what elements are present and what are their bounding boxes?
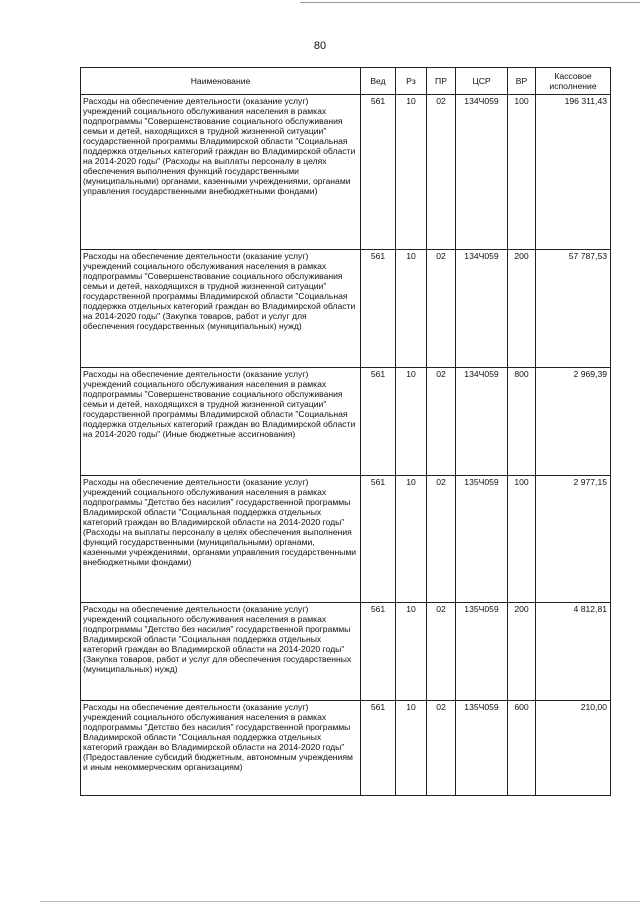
- cell-pr: 02: [427, 95, 456, 250]
- cell-vr: 100: [508, 476, 536, 603]
- cell-rz: 10: [396, 95, 427, 250]
- cell-amount: 210,00: [536, 701, 611, 796]
- table-row: [81, 701, 611, 796]
- cell-rz: 10: [396, 701, 427, 796]
- table-row: [81, 250, 611, 368]
- cell-csr: 134Ч059: [456, 95, 508, 250]
- cell-pr: 02: [427, 476, 456, 603]
- cell-vr: 600: [508, 701, 536, 796]
- table-row: [81, 476, 611, 603]
- cell-name: Расходы на обеспечение деятельности (оказание услуг) учреждений социального обслуживания населения в рамках подпрограммы "Детство без насилия" государственной программы Владимирской области "Социальная поддержка отдельных категорий граждан во Владимирской области на 2014-2020 годы" (Закупка товаров, работ и услуг для обеспечения государственных (муниципальных) нужд): [81, 603, 361, 701]
- scan-edge-bottom: [40, 901, 640, 902]
- table-row: [81, 603, 611, 701]
- cell-amount: 57 787,53: [536, 250, 611, 368]
- page-number: 80: [313, 40, 327, 52]
- cell-ved: 561: [361, 250, 396, 368]
- scan-edge-top: [300, 2, 640, 3]
- cell-amount: 196 311,43: [536, 95, 611, 250]
- cell-vr: 100: [508, 95, 536, 250]
- cell-csr: 135Ч059: [456, 476, 508, 603]
- cell-vr: 200: [508, 250, 536, 368]
- cell-name: Расходы на обеспечение деятельности (оказание услуг) учреждений социального обслуживания населения в рамках подпрограммы "Детство без насилия" государственной программы Владимирской области "Социальная поддержка отдельных категорий граждан во Владимирской области на 2014-2020 годы" (Предоставление субсидий бюджетным, автономным учреждениям и иным некоммерческим организациям): [81, 701, 361, 796]
- cell-pr: 02: [427, 701, 456, 796]
- cell-csr: 134Ч059: [456, 250, 508, 368]
- header-amount: Кассовое исполнение: [536, 68, 611, 95]
- cell-ved: 561: [361, 476, 396, 603]
- cell-csr: 135Ч059: [456, 603, 508, 701]
- cell-name: Расходы на обеспечение деятельности (оказание услуг) учреждений социального обслуживания населения в рамках подпрограммы "Совершенствование социального обслуживания семьи и детей, находящихся в трудной жизненной ситуации" государственной программы Владимирской области "Социальная поддержка отдельных категорий граждан во Владимирской области на 2014-2020 годы" (Закупка товаров, работ и услуг для обеспечения государственных (муниципальных) нужд): [81, 250, 361, 368]
- header-ved: Вед: [361, 68, 396, 95]
- cell-ved: 561: [361, 95, 396, 250]
- cell-name: Расходы на обеспечение деятельности (оказание услуг) учреждений социального обслуживания населения в рамках подпрограммы "Совершенствование социального обслуживания семьи и детей, находящихся в трудной жизненной ситуации" государственной программы Владимирской области "Социальная поддержка отдельных категорий граждан во Владимирской области на 2014-2020 годы" (Расходы на выплаты персоналу в целях обеспечения выполнения функций государственными (муниципальными) органами, казенными учреждениями, органами управления государственными внебюджетными фондами): [81, 95, 361, 250]
- cell-pr: 02: [427, 250, 456, 368]
- cell-rz: 10: [396, 476, 427, 603]
- cell-name: Расходы на обеспечение деятельности (оказание услуг) учреждений социального обслуживания населения в рамках подпрограммы "Детство без насилия" государственной программы Владимирской области "Социальная поддержка отдельных категорий граждан во Владимирской области на 2014-2020 годы" (Расходы на выплаты персоналу в целях обеспечения выполнения функций государственными (муниципальными) органами, казенными учреждениями, органами управления государственными внебюджетными фондами): [81, 476, 361, 603]
- cell-ved: 561: [361, 701, 396, 796]
- header-pr: ПР: [427, 68, 456, 95]
- cell-pr: 02: [427, 603, 456, 701]
- table-header-row: [81, 68, 611, 95]
- table-row: [81, 368, 611, 476]
- header-rz: Рз: [396, 68, 427, 95]
- cell-amount: 2 969,39: [536, 368, 611, 476]
- cell-pr: 02: [427, 368, 456, 476]
- cell-rz: 10: [396, 368, 427, 476]
- header-vr: ВР: [508, 68, 536, 95]
- cell-name: Расходы на обеспечение деятельности (оказание услуг) учреждений социального обслуживания населения в рамках подпрограммы "Совершенствование социального обслуживания семьи и детей, находящихся в трудной жизненной ситуации" государственной программы Владимирской области "Социальная поддержка отдельных категорий граждан во Владимирской области на 2014-2020 годы" (Иные бюджетные ассигнования): [81, 368, 361, 476]
- header-name: Наименование: [81, 68, 361, 95]
- cell-csr: 134Ч059: [456, 368, 508, 476]
- cell-rz: 10: [396, 250, 427, 368]
- budget-table: [80, 67, 611, 796]
- cell-ved: 561: [361, 368, 396, 476]
- header-csr: ЦСР: [456, 68, 508, 95]
- cell-csr: 135Ч059: [456, 701, 508, 796]
- cell-amount: 2 977,15: [536, 476, 611, 603]
- cell-vr: 200: [508, 603, 536, 701]
- cell-ved: 561: [361, 603, 396, 701]
- table-row: [81, 95, 611, 250]
- cell-rz: 10: [396, 603, 427, 701]
- cell-amount: 4 812,81: [536, 603, 611, 701]
- cell-vr: 800: [508, 368, 536, 476]
